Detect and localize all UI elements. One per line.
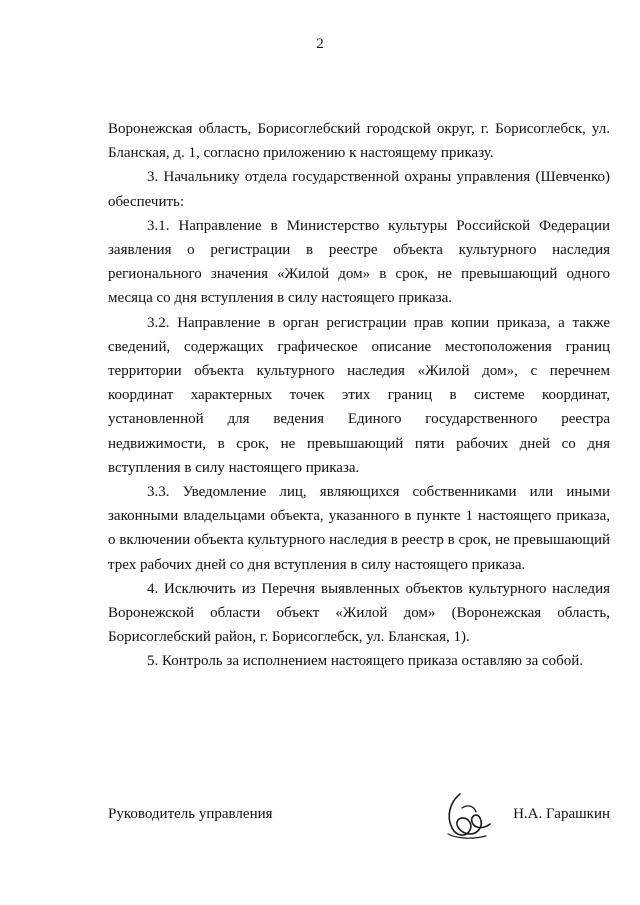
handwritten-signature: [440, 790, 494, 842]
paragraph-item-3-1: 3.1. Направление в Министерство культуры Российской Федерации заявления о регистрации в реестре объекта культурного наследия регионального значения «Жилой дом» в срок, не превышающий одного месяца со дня вступления в силу настоящего приказа.: [108, 217, 610, 307]
paragraph-item-4: 4. Исключить из Перечня выявленных объектов культурного наследия Воронежской области объект «Жилой дом» (Воронежская область, Борисоглебский район, г. Борисоглебск, ул. Бланская, 1).: [108, 580, 610, 646]
paragraph-item-5: 5. Контроль за исполнением настоящего приказа оставляю за собой.: [147, 653, 584, 670]
signatory-name: Н.А. Гарашкин: [513, 806, 610, 822]
paragraph-item-3-3: 3.3. Уведомление лиц, являющихся собственниками или иными законными владельцами объекта, указанного в пункте 1 настоящего приказа, о включении объекта культурного наследия в реестр в срок, не превышающий трех рабочих дней со дня вступления в силу настоящего приказа.: [108, 484, 610, 573]
document-body: [108, 117, 610, 674]
paragraph-item-3: 3. Начальнику отдела государственной охраны управления (Шевченко) обеспечить:: [108, 169, 610, 210]
signature-block: [108, 790, 610, 850]
paragraph-address-continuation: Воронежская область, Борисоглебский городской округ, г. Борисоглебск, ул. Бланская, д. 1, согласно приложению к настоящему приказу.: [108, 121, 610, 162]
paragraph-item-3-2: 3.2. Направление в орган регистрации прав копии приказа, а также сведений, содержащих графическое описание местоположения границ территории объекта культурного наследия «Жилой дом», с перечнем координат характерных точек этих границ в системе координат, установленной для ведения Единого государственного реестра недвижимости, в срок, не превышающий пяти рабочих дней со дня вступления в силу настоящего приказа.: [108, 314, 610, 476]
signatory-position: Руководитель управления: [108, 806, 273, 822]
page-number: 2: [316, 36, 324, 52]
